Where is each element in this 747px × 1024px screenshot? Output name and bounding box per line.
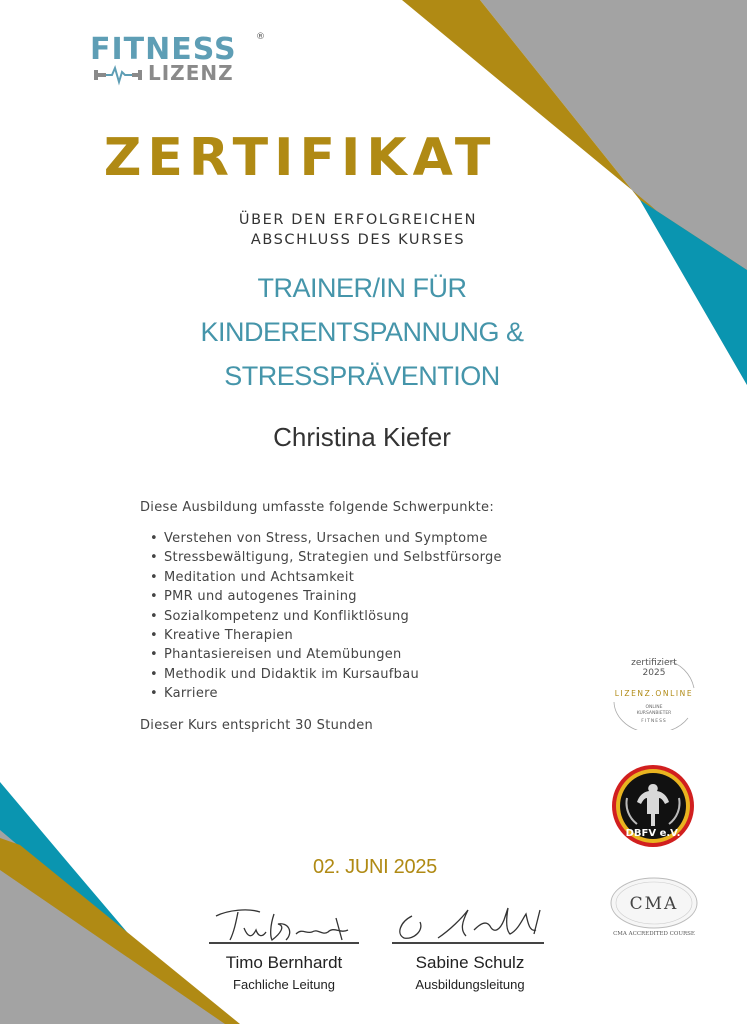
signatory-name: Sabine Schulz — [415, 953, 525, 972]
signature-line — [209, 942, 359, 944]
logo-line-2: LIZENZ — [148, 61, 234, 85]
badge-text: ONLINE — [645, 705, 663, 710]
list-item: • Stressbewältigung, Strategien und Selbstfürsorge — [150, 548, 502, 567]
signature-timo-bernhardt — [208, 904, 358, 944]
cma-caption: CMA ACCREDITED COURSE — [613, 931, 695, 937]
badge-text: LIZENZ.ONLINE — [614, 689, 694, 698]
lizenz-online-badge — [604, 658, 704, 730]
list-item: • PMR und autogenes Training — [150, 587, 502, 606]
signature-sabine-schulz — [390, 900, 550, 944]
list-item: • Verstehen von Stress, Ursachen und Symptome — [150, 529, 502, 548]
list-item: • Phantasiereisen und Atemübungen — [150, 645, 502, 664]
topics-intro: Diese Ausbildung umfasste folgende Schwerpunkte: — [140, 500, 494, 515]
course-title-line: KINDERENTSPANNUNG & — [200, 317, 524, 347]
topics-list — [150, 529, 502, 704]
subtitle-line: ÜBER DEN ERFOLGREICHEN — [238, 212, 478, 228]
dbfv-seal-icon — [611, 764, 695, 848]
dbfv-label: DBFV e.V. — [625, 828, 681, 839]
list-item: • Kreative Therapien — [150, 626, 502, 645]
cma-label: CMA — [629, 894, 679, 914]
participant-name: Christina Kiefer — [273, 422, 451, 452]
course-title-line: TRAINER/IN FÜR — [257, 273, 467, 303]
badge-text: 2025 — [642, 668, 666, 678]
badge-text: FITNESS — [641, 719, 667, 724]
list-item: • Karriere — [150, 684, 502, 703]
cma-badge — [609, 876, 699, 938]
list-item: • Methodik und Didaktik im Kursaufbau — [150, 665, 502, 684]
signatory-role: Fachliche Leitung — [233, 977, 335, 992]
signatory-role: Ausbildungsleitung — [415, 977, 525, 992]
list-item: • Sozialkompetenz und Konfliktlösung — [150, 607, 502, 626]
list-item: • Meditation und Achtsamkeit — [150, 568, 502, 587]
signature-line — [392, 942, 544, 944]
logo-registered-mark: ® — [256, 32, 265, 42]
course-hours: Dieser Kurs entspricht 30 Stunden — [140, 718, 374, 733]
certificate-title: ZERTIFIKAT — [103, 128, 497, 188]
heartbeat-dumbbell-icon — [92, 64, 144, 86]
course-title-line: STRESSPRÄVENTION — [224, 361, 500, 391]
certificate-date: 02. JUNI 2025 — [313, 856, 437, 878]
course-title — [130, 266, 594, 398]
fitness-lizenz-logo — [88, 34, 268, 88]
signatory-name: Timo Bernhardt — [225, 953, 343, 972]
subtitle — [158, 210, 558, 250]
subtitle-line: ABSCHLUSS DES KURSES — [250, 232, 466, 248]
logo-line-1: FITNESS — [90, 32, 237, 67]
badge-text: zertifiziert — [631, 658, 677, 668]
cma-seal-icon — [609, 876, 699, 932]
badge-text: KURSANBIETER — [636, 711, 672, 716]
dbfv-badge — [611, 764, 695, 848]
